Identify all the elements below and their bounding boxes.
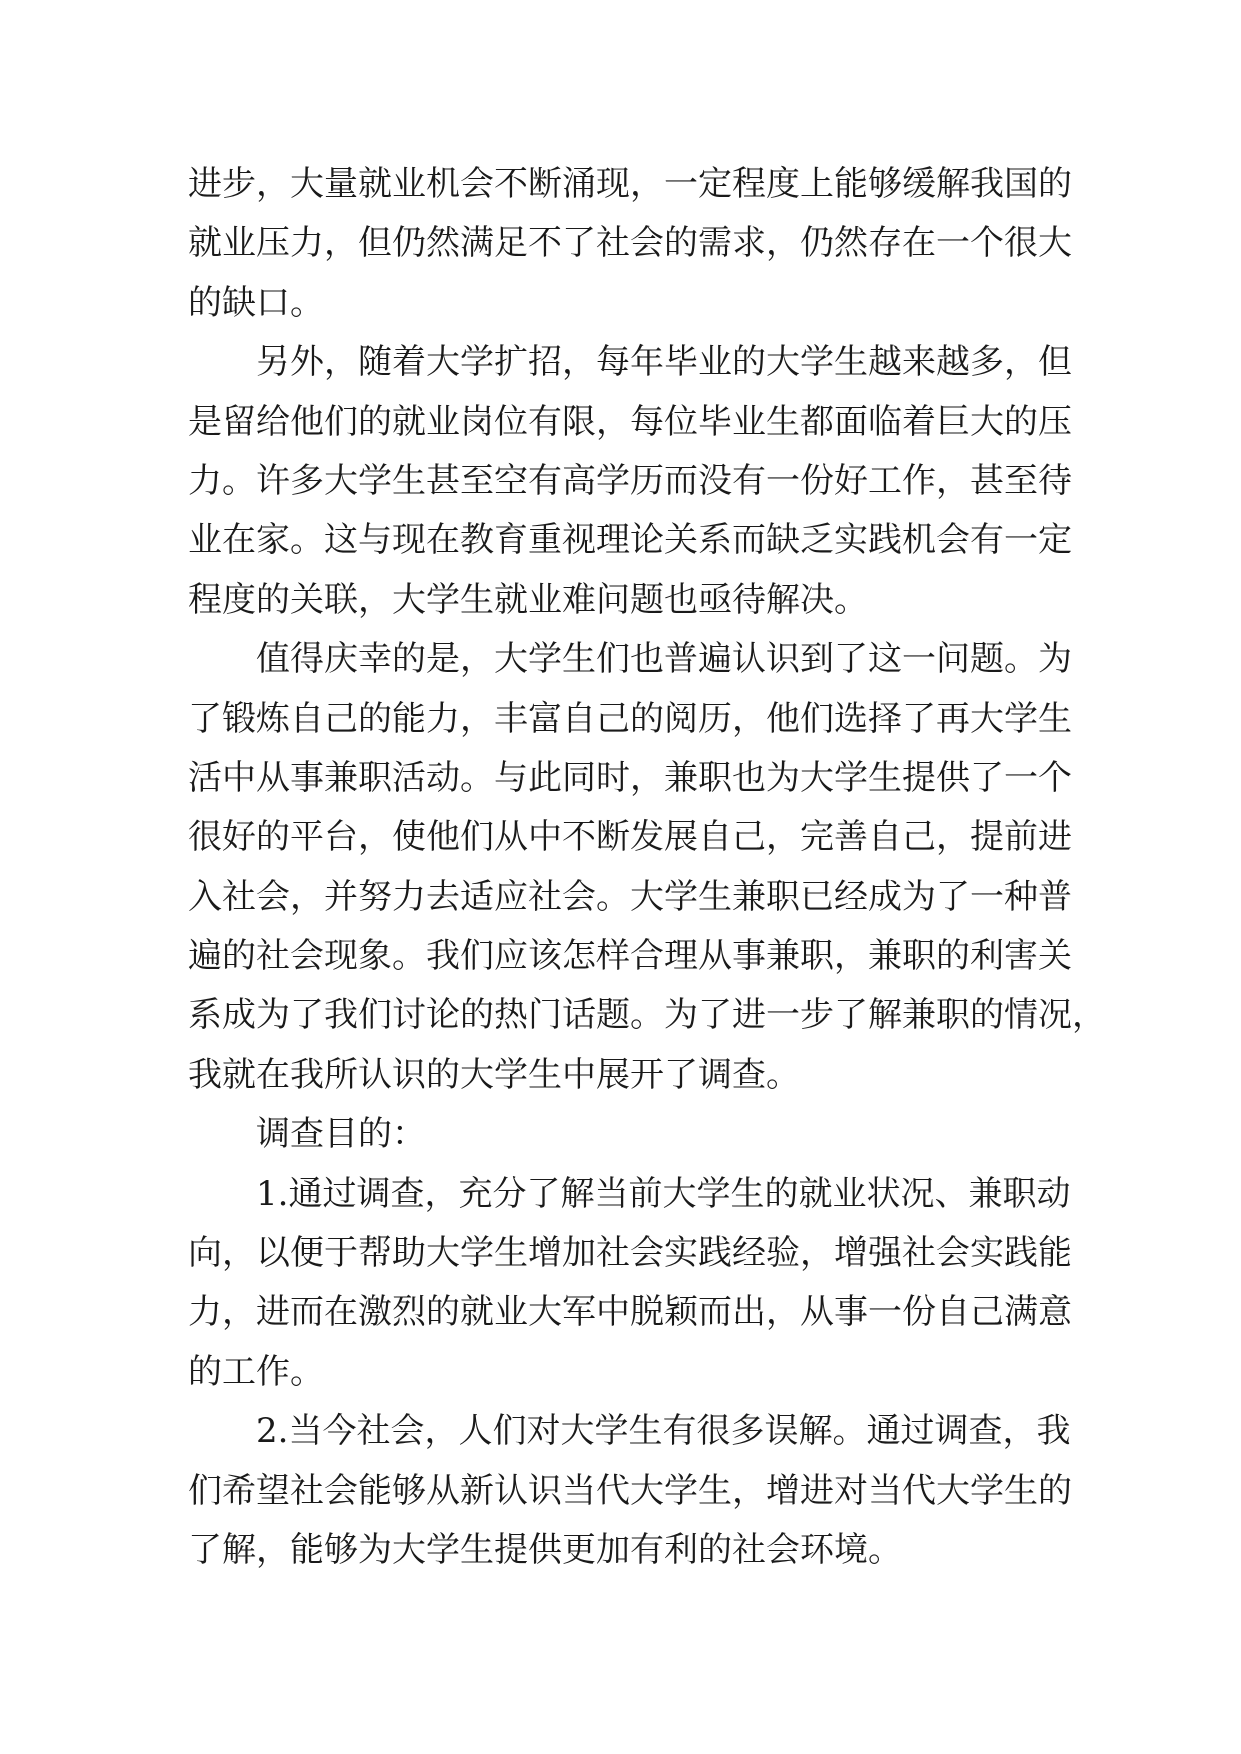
text-line: 系成为了我们讨论的热门话题。为了进一步了解兼职的情况， bbox=[188, 995, 1106, 1036]
text-line: 是留给他们的就业岗位有限，每位毕业生都面临着巨大的压 bbox=[188, 401, 1072, 442]
text-line: 力，进而在激烈的就业大军中脱颖而出，从事一份自己满意 bbox=[188, 1292, 1072, 1333]
text-line: 向，以便于帮助大学生增加社会实践经验，增强社会实践能 bbox=[188, 1233, 1072, 1274]
text-line: 的工作。 bbox=[188, 1351, 324, 1392]
text-line: 程度的关联，大学生就业难问题也亟待解决。 bbox=[188, 579, 868, 620]
paragraph bbox=[188, 1402, 1072, 1580]
text-line: 进步，大量就业机会不断涌现，一定程度上能够缓解我国的 bbox=[188, 164, 1072, 204]
text-line: 了锻炼自己的能力，丰富自己的阅历，他们选择了再大学生 bbox=[188, 698, 1072, 739]
document-body bbox=[188, 155, 1106, 1580]
text-line: 活中从事兼职活动。与此同时，兼职也为大学生提供了一个 bbox=[188, 757, 1072, 798]
text-line: 业在家。这与现在教育重视理论关系而缺乏实践机会有一定 bbox=[188, 520, 1072, 561]
paragraph bbox=[188, 1165, 1072, 1403]
text-line: 入社会，并努力去适应社会。大学生兼职已经成为了一种普 bbox=[188, 876, 1072, 917]
text-line: 1.通过调查，充分了解当前大学生的就业状况、兼职动 bbox=[256, 1173, 1071, 1214]
text-line: 就业压力，但仍然满足不了社会的需求，仍然存在一个很大 bbox=[188, 223, 1072, 264]
text-line: 2.当今社会，人们对大学生有很多误解。通过调查，我 bbox=[256, 1411, 1071, 1452]
paragraph bbox=[188, 155, 1072, 333]
text-line: 的缺口。 bbox=[188, 282, 324, 323]
text-line: 调查目的： bbox=[256, 1114, 426, 1155]
paragraph bbox=[188, 630, 1106, 1105]
text-line: 我就在我所认识的大学生中展开了调查。 bbox=[188, 1054, 800, 1095]
text-line: 值得庆幸的是，大学生们也普遍认识到了这一问题。为 bbox=[256, 639, 1072, 680]
paragraph bbox=[188, 333, 1072, 630]
text-line: 另外，随着大学扩招，每年毕业的大学生越来越多，但 bbox=[256, 342, 1072, 383]
text-line: 了解，能够为大学生提供更加有利的社会环境。 bbox=[188, 1529, 902, 1570]
text-line: 们希望社会能够从新认识当代大学生，增进对当代大学生的 bbox=[188, 1470, 1072, 1511]
text-line: 很好的平台，使他们从中不断发展自己，完善自己，提前进 bbox=[188, 817, 1072, 858]
text-line: 遍的社会现象。我们应该怎样合理从事兼职，兼职的利害关 bbox=[188, 936, 1072, 977]
text-line: 力。许多大学生甚至空有高学历而没有一份好工作，甚至待 bbox=[188, 460, 1072, 501]
paragraph bbox=[188, 1105, 1058, 1164]
